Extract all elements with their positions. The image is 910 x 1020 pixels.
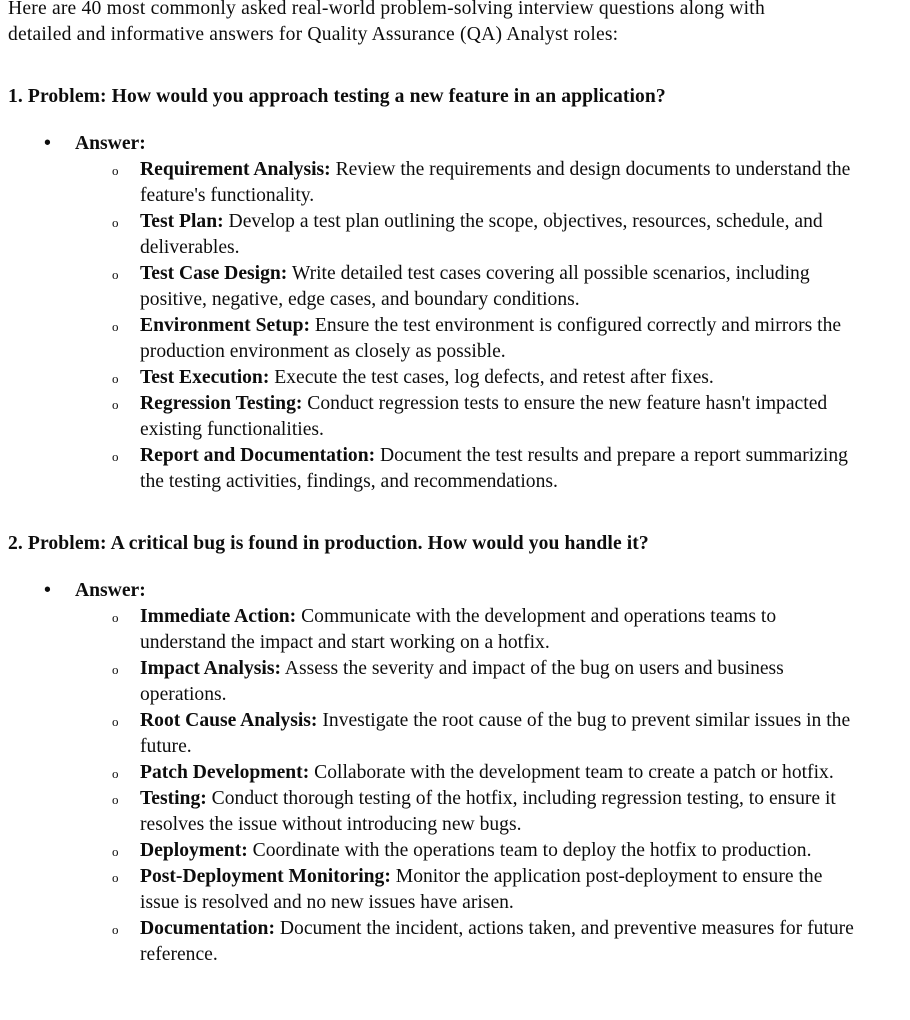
circle-bullet-icon: o [112,397,119,412]
circle-bullet-icon: o [112,870,119,885]
circle-bullet-icon: o [112,766,119,781]
list-item [8,786,866,838]
list-item [8,838,866,864]
spacer [8,557,888,578]
point-term: Immediate Action: [140,606,297,627]
answer-label-2: Answer: [75,580,146,601]
circle-bullet-icon: o [112,371,119,386]
list-item [8,760,866,786]
answer-row-2 [8,578,888,604]
point-term: Testing: [140,788,207,809]
point-term: Requirement Analysis: [140,159,331,180]
point-detail: Execute the test cases, log defects, and retest after fixes. [269,367,714,388]
point-detail: Ensure the test environment is configured correctly and mirrors the production environment as closely as possible. [140,315,842,362]
disc-bullet-icon: • [44,133,51,154]
list-item [8,916,866,968]
list-item [8,708,866,760]
circle-bullet-icon: o [112,215,119,230]
document-body [8,0,888,968]
problem-heading-2: 2. Problem: A critical bug is found in production. How would you handle it? [8,533,649,554]
circle-bullet-icon: o [112,792,119,807]
point-detail: Monitor the application post-deployment to ensure the issue is resolved and no new issues have arisen. [140,866,823,913]
answer-row-1 [8,131,888,157]
problem-heading-1: 1. Problem: How would you approach testing a new feature in an application? [8,86,666,107]
point-term: Deployment: [140,840,248,861]
point-term: Post-Deployment Monitoring: [140,866,391,887]
point-term: Documentation: [140,918,275,939]
circle-bullet-icon: o [112,267,119,282]
spacer [8,110,888,131]
list-item [8,656,866,708]
list-item [8,365,862,391]
answer-points-list-2 [8,604,888,968]
spacer [8,495,888,531]
point-detail: Document the test results and prepare a report summarizing the testing activities, findings, and recommendations. [140,445,848,492]
list-item [8,209,862,261]
circle-bullet-icon: o [112,922,119,937]
point-detail: Communicate with the development and operations teams to understand the impact and start working on a hotfix. [140,606,777,653]
list-item [8,864,866,916]
point-term: Impact Analysis: [140,658,281,679]
point-term: Root Cause Analysis: [140,710,318,731]
answer-label-1: Answer: [75,133,146,154]
answer-points-list-1 [8,157,888,495]
point-term: Test Plan: [140,211,224,232]
point-detail: Investigate the root cause of the bug to prevent similar issues in the future. [140,710,851,757]
list-item [8,604,866,656]
point-detail: Conduct thorough testing of the hotfix, including regression testing, to ensure it resolves the issue without introducing new bugs. [140,788,836,835]
point-term: Environment Setup: [140,315,311,336]
list-item [8,157,862,209]
circle-bullet-icon: o [112,319,119,334]
circle-bullet-icon: o [112,714,119,729]
list-item [8,261,862,313]
point-detail: Assess the severity and impact of the bug on users and business operations. [140,658,784,705]
list-item [8,313,862,365]
circle-bullet-icon: o [112,163,119,178]
intro-paragraph: Here are 40 most commonly asked real-world problem-solving interview questions along with detailed and informative answers for Quality Assurance (QA) Analyst roles: [8,0,765,45]
circle-bullet-icon: o [112,449,119,464]
point-term: Test Execution: [140,367,270,388]
circle-bullet-icon: o [112,662,119,677]
disc-bullet-icon: • [44,580,51,601]
point-detail: Document the incident, actions taken, and preventive measures for future reference. [140,918,854,965]
point-detail: Write detailed test cases covering all possible scenarios, including positive, negative, edge cases, and boundary conditions. [140,263,810,310]
point-detail: Collaborate with the development team to create a patch or hotfix. [309,762,834,783]
point-detail: Coordinate with the operations team to deploy the hotfix to production. [247,840,812,861]
point-term: Report and Documentation: [140,445,376,466]
circle-bullet-icon: o [112,610,119,625]
list-item [8,391,862,443]
point-detail: Develop a test plan outlining the scope, objectives, resources, schedule, and deliverables. [140,211,823,258]
point-term: Test Case Design: [140,263,288,284]
point-term: Patch Development: [140,762,310,783]
list-item [8,443,862,495]
circle-bullet-icon: o [112,844,119,859]
point-term: Regression Testing: [140,393,303,414]
point-detail: Review the requirements and design documents to understand the feature's functionality. [140,159,851,206]
spacer [8,48,888,84]
point-detail: Conduct regression tests to ensure the new feature hasn't impacted existing functionalities. [140,393,828,440]
